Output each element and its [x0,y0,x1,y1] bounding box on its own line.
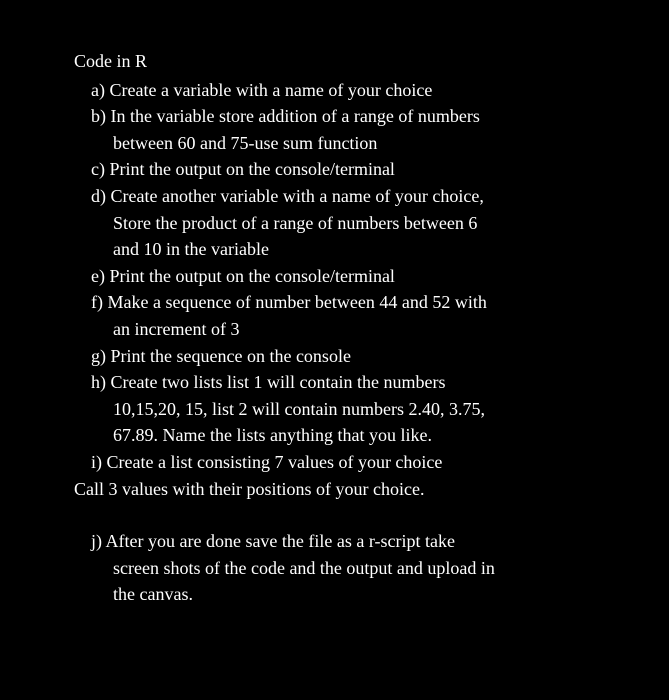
item-h-line-1: h) Create two lists list 1 will contain the numbers [91,372,446,393]
item-f-line-2: an increment of 3 [113,318,240,339]
item-i-line-1: i) Create a list consisting 7 values of your choice [91,451,443,472]
item-c-line-1: c) Print the output on the console/terminal [91,159,395,180]
list-item-f [74,289,634,342]
item-e-line-1: e) Print the output on the console/terminal [91,265,395,286]
assignment-document [74,48,634,608]
list-item-c [74,156,634,183]
item-d-line-3: and 10 in the variable [113,239,269,260]
item-f-line-1: f) Make a sequence of number between 44 and 52 with [91,292,487,313]
item-b-line-1: b) In the variable store addition of a range of numbers [91,106,480,127]
item-b-line-2: between 60 and 75-use sum function [113,132,378,153]
list-item-i [74,449,634,502]
item-h-line-3: 67.89. Name the lists anything that you like. [113,425,432,446]
list-item-d [74,183,634,263]
task-list [74,77,634,608]
item-d-line-2: Store the product of a range of numbers between 6 [113,212,478,233]
spacer [74,502,634,528]
list-item-a [74,77,634,104]
item-j-line-1: j) After you are done save the file as a r-script take [91,531,455,552]
item-j-line-3: the canvas. [113,584,193,605]
item-i-line-2: Call 3 values with their positions of your choice. [74,478,425,499]
list-item-e [74,263,634,290]
item-a-line-1: a) Create a variable with a name of your choice [91,79,433,100]
list-item-h [74,369,634,449]
list-item-b [74,103,634,156]
item-g-line-1: g) Print the sequence on the console [91,345,351,366]
document-title: Code in R [74,51,148,71]
list-item-j [74,528,634,608]
item-h-line-2: 10,15,20, 15, list 2 will contain numbers 2.40, 3.75, [113,398,485,419]
item-j-line-2: screen shots of the code and the output and upload in [113,557,495,578]
list-item-g [74,343,634,370]
item-d-line-1: d) Create another variable with a name of your choice, [91,185,484,206]
